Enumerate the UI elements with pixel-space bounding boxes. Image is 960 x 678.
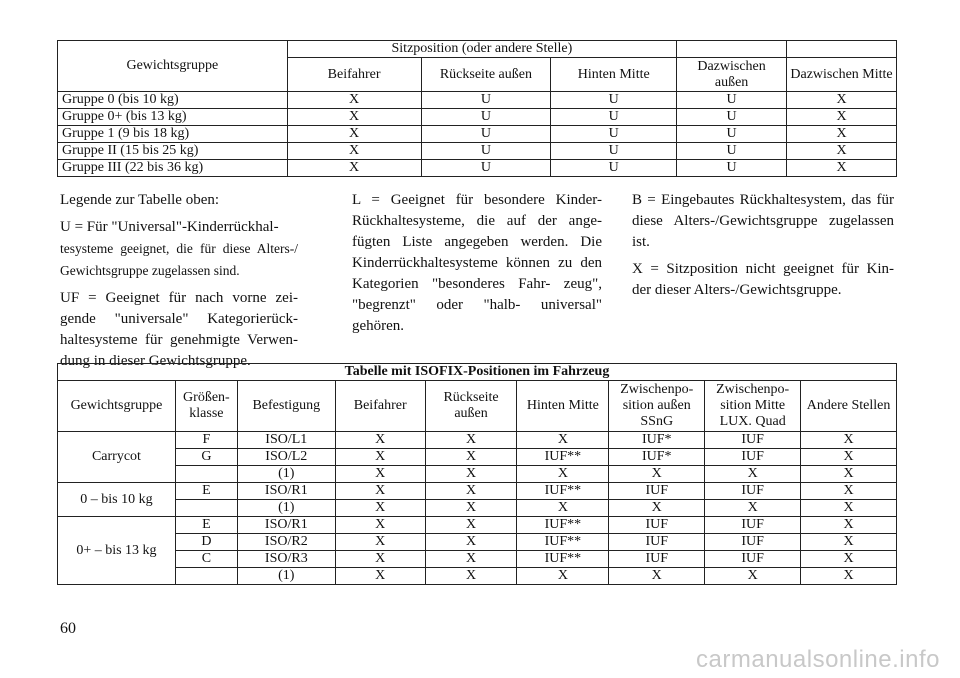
isofix-header-row — [58, 381, 897, 432]
column-header: Andere Stellen — [801, 381, 897, 432]
column-header: Gewichtsgruppe — [58, 381, 176, 432]
page-number: 60 — [60, 620, 76, 637]
table-cell: X — [517, 568, 609, 585]
weight-group-label: Gruppe 0+ (bis 13 kg) — [58, 109, 288, 126]
table-cell: IUF** — [517, 449, 609, 466]
table-cell: U — [421, 126, 551, 143]
column-header: Rückseite außen — [425, 381, 517, 432]
legend-column-2 — [352, 190, 602, 343]
column-header: Zwischenpo- sition Mitte LUX. Quad — [705, 381, 801, 432]
table-cell: ISO/R2 — [237, 534, 335, 551]
table-cell: ISO/R3 — [237, 551, 335, 568]
isofix-table-title: Tabelle mit ISOFIX-Positionen im Fahrzeug — [58, 364, 897, 381]
column-header: Dazwischen Mitte — [787, 58, 897, 92]
isofix-table-body — [58, 432, 897, 585]
table-cell: X — [425, 517, 517, 534]
table-cell: IUF — [609, 517, 705, 534]
table-cell: ISO/R1 — [237, 517, 335, 534]
legend-column-3 — [632, 190, 894, 307]
table-cell: X — [609, 568, 705, 585]
weight-group-label: 0 – bis 10 kg — [58, 483, 176, 517]
table-cell: X — [425, 432, 517, 449]
legend-uf: UF = Geeignet für nach vorne zei- gende "universale" Kategorierück- haltesysteme für genehmigte Verwen- dung in dieser Gewichtsgruppe. — [60, 290, 298, 369]
table-cell: X — [335, 449, 425, 466]
table-cell: U — [421, 92, 551, 109]
table-cell: X — [287, 160, 421, 177]
seat-position-table — [57, 40, 897, 177]
table-cell: X — [335, 551, 425, 568]
table-cell: X — [425, 483, 517, 500]
table-cell: X — [801, 517, 897, 534]
legend-u — [60, 217, 298, 282]
table-cell: X — [801, 551, 897, 568]
table-cell: X — [801, 432, 897, 449]
table-cell: X — [801, 568, 897, 585]
legend-b: B = Eingebautes Rückhaltesystem, das für diese Alters-/Gewichtsgruppe zugelassen ist. — [632, 192, 894, 250]
table-cell: X — [787, 92, 897, 109]
table-cell: F — [175, 432, 237, 449]
table-cell: X — [425, 568, 517, 585]
table-cell: X — [705, 568, 801, 585]
table-cell: U — [551, 126, 677, 143]
table-cell: U — [421, 160, 551, 177]
table-cell: X — [335, 534, 425, 551]
table-cell: U — [421, 143, 551, 160]
table-row — [58, 551, 897, 568]
table-cell: U — [677, 143, 787, 160]
table-row — [58, 109, 897, 126]
table-cell: U — [421, 109, 551, 126]
seat-position-header: Sitzposition (oder andere Stelle) — [287, 41, 676, 58]
table-cell: X — [517, 500, 609, 517]
table-cell: U — [677, 126, 787, 143]
legend-u-line2: tesysteme geeignet, die für diese Alters-/ Gewichtsgruppe zugelassen sind. — [60, 241, 298, 278]
column-header: Hinten Mitte — [517, 381, 609, 432]
table-row — [58, 483, 897, 500]
table-cell — [175, 500, 237, 517]
table-cell: X — [335, 483, 425, 500]
table-cell — [175, 466, 237, 483]
table-cell: E — [175, 483, 237, 500]
legend-x: X = Sitzposition nicht geeignet für Kin- der dieser Alters-/Gewichtsgruppe. — [632, 261, 894, 298]
empty-header-cell — [787, 41, 897, 58]
table-cell: IUF** — [517, 517, 609, 534]
table-cell: X — [705, 500, 801, 517]
table-cell: X — [517, 432, 609, 449]
table-cell: X — [609, 500, 705, 517]
column-header: Zwischenpo- sition außen SSnG — [609, 381, 705, 432]
table-cell: X — [335, 466, 425, 483]
weight-group-header: Gewichtsgruppe — [58, 41, 288, 92]
table-cell: U — [677, 160, 787, 177]
table-cell: X — [287, 92, 421, 109]
table-cell: IUF — [705, 449, 801, 466]
table-cell: U — [551, 160, 677, 177]
weight-group-label: Gruppe 0 (bis 10 kg) — [58, 92, 288, 109]
table-row — [58, 517, 897, 534]
table-cell: X — [425, 449, 517, 466]
table-cell: D — [175, 534, 237, 551]
watermark: carmanualsonline.info — [696, 646, 940, 673]
table-cell: E — [175, 517, 237, 534]
table-row — [58, 160, 897, 177]
weight-group-label: Carrycot — [58, 432, 176, 483]
table-cell: IUF* — [609, 432, 705, 449]
column-header: Hinten Mitte — [551, 58, 677, 92]
table-cell: X — [801, 449, 897, 466]
seat-table-body — [58, 92, 897, 177]
weight-group-label: 0+ – bis 13 kg — [58, 517, 176, 585]
table-cell: IUF — [705, 432, 801, 449]
table-cell: X — [425, 466, 517, 483]
table-cell: C — [175, 551, 237, 568]
column-header: Dazwischen außen — [677, 58, 787, 92]
table-cell: IUF** — [517, 534, 609, 551]
column-header: Rückseite außen — [421, 58, 551, 92]
table-cell: IUF — [609, 551, 705, 568]
table-cell: X — [787, 160, 897, 177]
table-row — [58, 92, 897, 109]
table-cell: IUF — [609, 534, 705, 551]
legend-l: L = Geeignet für besondere Kinder- Rückhaltesysteme, die auf der ange- fügten Liste angegeben werden. Die Kinderrückhaltesysteme können zu den Kategorien "besonderes Fahr- zeug", "begrenzt" oder "halb- universal" gehören. — [352, 192, 602, 334]
table-cell: X — [287, 126, 421, 143]
table-cell: G — [175, 449, 237, 466]
table-cell: X — [787, 143, 897, 160]
table-cell: U — [551, 92, 677, 109]
table-cell: X — [425, 500, 517, 517]
column-header: Beifahrer — [335, 381, 425, 432]
legend-u-line1: U = Für "Universal"-Kinderrückhal- — [60, 219, 279, 235]
table-row — [58, 568, 897, 585]
table-cell: X — [801, 534, 897, 551]
table-cell: X — [801, 500, 897, 517]
table-cell: X — [801, 466, 897, 483]
table-cell: X — [335, 568, 425, 585]
weight-group-label: Gruppe II (15 bis 25 kg) — [58, 143, 288, 160]
table-cell: U — [551, 109, 677, 126]
table-cell: IUF — [705, 483, 801, 500]
table-cell: IUF — [705, 551, 801, 568]
table-cell: U — [677, 109, 787, 126]
table-row — [58, 449, 897, 466]
empty-header-cell — [677, 41, 787, 58]
table-cell: ISO/R1 — [237, 483, 335, 500]
table-cell: X — [425, 551, 517, 568]
table-cell: X — [787, 126, 897, 143]
table-cell: IUF — [705, 517, 801, 534]
table-cell: X — [705, 466, 801, 483]
table-cell — [175, 568, 237, 585]
weight-group-label: Gruppe 1 (9 bis 18 kg) — [58, 126, 288, 143]
column-header: Beifahrer — [287, 58, 421, 92]
legend-column-1 — [60, 190, 298, 378]
legend-intro: Legende zur Tabelle oben: — [60, 192, 220, 208]
isofix-table — [57, 363, 897, 585]
table-cell: X — [335, 500, 425, 517]
table-cell: X — [517, 466, 609, 483]
table-row — [58, 500, 897, 517]
weight-group-label: Gruppe III (22 bis 36 kg) — [58, 160, 288, 177]
table-cell: X — [787, 109, 897, 126]
column-header: Befestigung — [237, 381, 335, 432]
table-cell: IUF* — [609, 449, 705, 466]
table-cell: IUF** — [517, 483, 609, 500]
table-cell: IUF — [609, 483, 705, 500]
table-cell: (1) — [237, 568, 335, 585]
table-cell: X — [801, 483, 897, 500]
table-cell: X — [335, 517, 425, 534]
table-cell: U — [677, 92, 787, 109]
table-cell: ISO/L1 — [237, 432, 335, 449]
table-cell: X — [287, 109, 421, 126]
table-cell: IUF — [705, 534, 801, 551]
table-cell: ISO/L2 — [237, 449, 335, 466]
table-cell: X — [335, 432, 425, 449]
table-cell: U — [551, 143, 677, 160]
table-row — [58, 126, 897, 143]
table-row — [58, 534, 897, 551]
table-cell: (1) — [237, 466, 335, 483]
table-cell: IUF** — [517, 551, 609, 568]
table-cell: X — [425, 534, 517, 551]
table-cell: (1) — [237, 500, 335, 517]
table-cell: X — [287, 143, 421, 160]
table-cell: X — [609, 466, 705, 483]
column-header: Größen- klasse — [175, 381, 237, 432]
table-row — [58, 143, 897, 160]
table-row — [58, 432, 897, 449]
table-row — [58, 466, 897, 483]
